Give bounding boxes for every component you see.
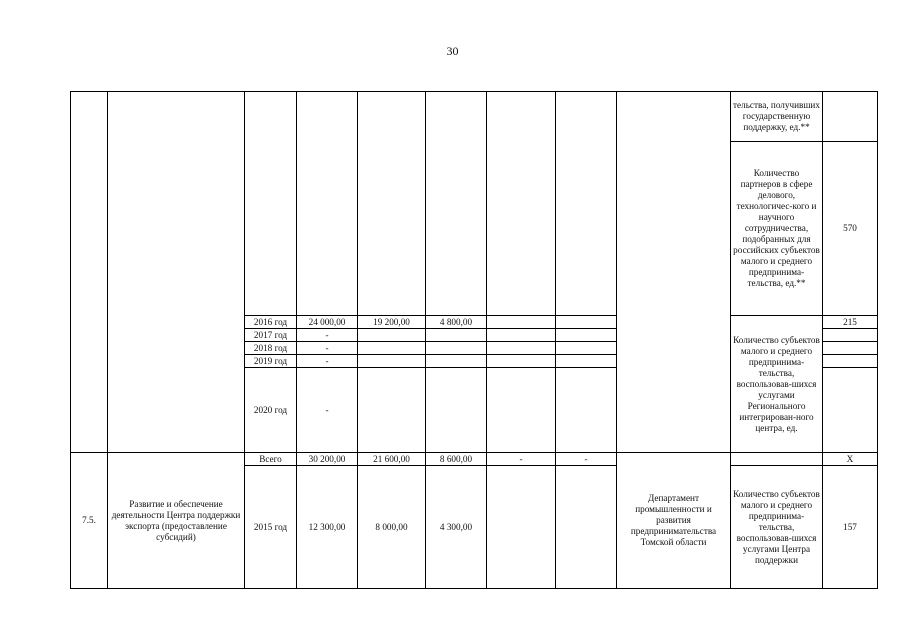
cell-local — [487, 316, 556, 329]
cell-other — [556, 466, 617, 589]
budget-table — [70, 91, 878, 589]
cell-name — [108, 92, 245, 453]
cell-total: - — [297, 355, 358, 368]
cell-other — [556, 92, 617, 316]
cell-other — [556, 355, 617, 368]
table-row — [71, 92, 878, 142]
cell-num — [71, 92, 108, 453]
cell-regional — [426, 329, 487, 342]
cell-year: 2018 год — [245, 342, 297, 355]
cell-other — [556, 342, 617, 355]
cell-federal — [358, 368, 426, 453]
cell-total: 24 000,00 — [297, 316, 358, 329]
cell-federal: 21 600,00 — [358, 453, 426, 466]
indicator-name — [731, 453, 823, 466]
cell-local — [487, 368, 556, 453]
cell-regional — [426, 368, 487, 453]
cell-year: 2020 год — [245, 368, 297, 453]
indicator-value — [823, 329, 878, 342]
cell-federal — [358, 92, 426, 316]
cell-other — [556, 329, 617, 342]
indicator-value — [823, 92, 878, 142]
cell-executor — [617, 92, 731, 453]
cell-local — [487, 92, 556, 316]
cell-num: 7.5. — [71, 453, 108, 589]
cell-name: Развитие и обеспечение деятельности Центра поддержки экспорта (предоставление субсидий) — [108, 453, 245, 589]
cell-executor: Департамент промышленности и развития предпринимательства Томской области — [617, 453, 731, 589]
cell-federal: 19 200,00 — [358, 316, 426, 329]
cell-regional — [426, 355, 487, 368]
cell-total: - — [297, 342, 358, 355]
cell-federal — [358, 355, 426, 368]
cell-local: - — [487, 453, 556, 466]
cell-other — [556, 368, 617, 453]
cell-regional — [426, 92, 487, 316]
cell-other — [556, 316, 617, 329]
cell-total: - — [297, 329, 358, 342]
cell-year: Всего — [245, 453, 297, 466]
indicator-value: 157 — [823, 466, 878, 589]
indicator-name: Количество субъектов малого и среднего предпринима-тельства, воспользовав-шихся услугами Центра поддержки — [731, 466, 823, 589]
cell-federal — [358, 329, 426, 342]
indicator-name: Количество субъектов малого и среднего предпринима-тельства, воспользовав-шихся услугами Регионального интегрирован-ного центра, ед. — [731, 316, 823, 453]
indicator-name: тельства, получивших государственную поддержку, ед.** — [731, 92, 823, 142]
cell-total — [297, 92, 358, 316]
cell-total: 12 300,00 — [297, 466, 358, 589]
cell-regional: 4 800,00 — [426, 316, 487, 329]
cell-year: 2019 год — [245, 355, 297, 368]
cell-local — [487, 466, 556, 589]
cell-year: 2017 год — [245, 329, 297, 342]
cell-federal: 8 000,00 — [358, 466, 426, 589]
indicator-value — [823, 342, 878, 355]
cell-local — [487, 342, 556, 355]
indicator-value — [823, 368, 878, 453]
cell-total: - — [297, 368, 358, 453]
cell-year: 2016 год — [245, 316, 297, 329]
indicator-name: Количество партнеров в сфере делового, технологичес-кого и научного сотрудничества, подобранных для российских субъектов малого и среднего предпринима-тельства, ед.** — [731, 142, 823, 316]
cell-regional: 8 600,00 — [426, 453, 487, 466]
cell-federal — [358, 342, 426, 355]
page-number: 30 — [446, 44, 459, 58]
cell-year — [245, 92, 297, 316]
cell-local — [487, 355, 556, 368]
cell-year: 2015 год — [245, 466, 297, 589]
cell-total: 30 200,00 — [297, 453, 358, 466]
indicator-value: Х — [823, 453, 878, 466]
indicator-value — [823, 355, 878, 368]
indicator-value: 215 — [823, 316, 878, 329]
table-row — [71, 453, 878, 466]
cell-other: - — [556, 453, 617, 466]
cell-regional: 4 300,00 — [426, 466, 487, 589]
cell-regional — [426, 342, 487, 355]
cell-local — [487, 329, 556, 342]
indicator-value: 570 — [823, 142, 878, 316]
